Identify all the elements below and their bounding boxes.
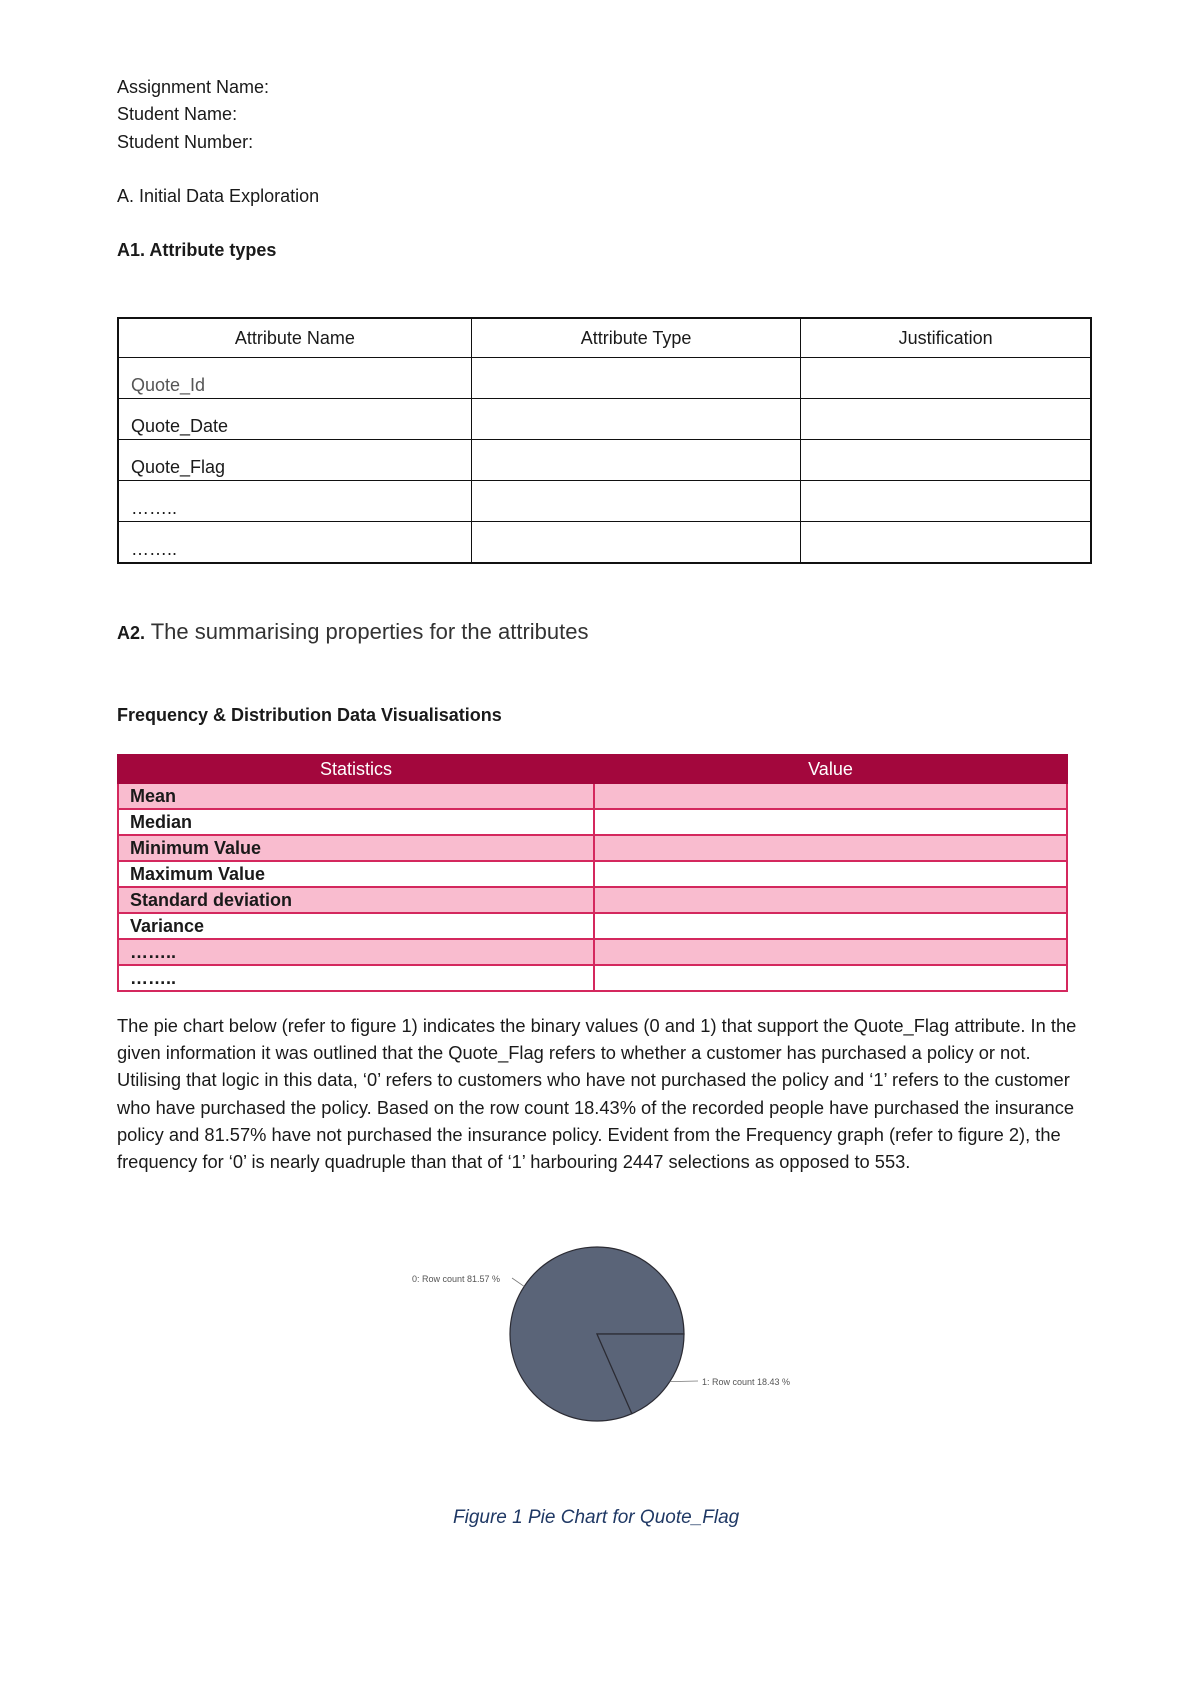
section-a-heading bbox=[117, 185, 319, 207]
attribute-type-cell bbox=[471, 522, 800, 564]
header-justification: Justification bbox=[801, 318, 1091, 358]
stat-value-cell bbox=[594, 965, 1067, 991]
stat-value-cell bbox=[594, 783, 1067, 809]
attribute-name-cell: Quote_Date bbox=[118, 399, 471, 440]
attribute-type-cell bbox=[471, 481, 800, 522]
figure-caption: Figure 1 Pie Chart for Quote_Flag bbox=[453, 1507, 740, 1528]
section-a-title: Initial Data Exploration bbox=[134, 186, 320, 206]
a2-title: The summarising properties for the attributes bbox=[145, 619, 589, 644]
stat-label: Variance bbox=[118, 913, 594, 939]
pie-label-0: 0: Row count 81.57 % bbox=[412, 1274, 501, 1284]
stat-value-cell bbox=[594, 835, 1067, 861]
stat-label: …….. bbox=[118, 939, 594, 965]
stat-value-cell bbox=[594, 887, 1067, 913]
statistics-table bbox=[117, 754, 1068, 992]
a2-prefix: A2. bbox=[117, 623, 146, 643]
stats-header-row bbox=[118, 755, 1067, 783]
table-row bbox=[118, 522, 1091, 564]
table-row bbox=[118, 939, 1067, 965]
assignment-name-label: Assignment Name: bbox=[117, 77, 270, 97]
justification-cell bbox=[801, 440, 1091, 481]
table-row bbox=[118, 358, 1091, 399]
pie-label-1: 1: Row count 18.43 % bbox=[702, 1377, 791, 1387]
stat-label: …….. bbox=[118, 965, 594, 991]
header-attribute-name: Attribute Name bbox=[118, 318, 471, 358]
pie-leader-line-1 bbox=[670, 1381, 698, 1382]
stat-label: Median bbox=[118, 809, 594, 835]
stat-label: Minimum Value bbox=[118, 835, 594, 861]
pie-slices bbox=[510, 1247, 684, 1421]
attribute-name-cell: …….. bbox=[118, 522, 471, 564]
table-row bbox=[118, 809, 1067, 835]
table-row bbox=[118, 861, 1067, 887]
attribute-type-cell bbox=[471, 358, 800, 399]
student-name-label: Student Name: bbox=[117, 104, 238, 124]
stat-label: Maximum Value bbox=[118, 861, 594, 887]
stat-value-cell bbox=[594, 939, 1067, 965]
table-row bbox=[118, 965, 1067, 991]
table-row bbox=[118, 399, 1091, 440]
section-a-prefix: A. bbox=[117, 186, 135, 206]
a1-heading: A1. Attribute types bbox=[117, 240, 277, 260]
header-attribute-type: Attribute Type bbox=[471, 318, 800, 358]
stat-value-cell bbox=[594, 861, 1067, 887]
pie-leader-line-0 bbox=[512, 1278, 524, 1286]
frequency-heading: Frequency & Distribution Data Visualisations bbox=[117, 705, 502, 725]
stat-label: Mean bbox=[118, 783, 594, 809]
stat-value-cell bbox=[594, 809, 1067, 835]
attribute-type-cell bbox=[471, 440, 800, 481]
table-row bbox=[118, 887, 1067, 913]
header-statistics: Statistics bbox=[118, 755, 594, 783]
table-row bbox=[118, 783, 1067, 809]
table-row bbox=[118, 440, 1091, 481]
table-row bbox=[118, 913, 1067, 939]
header-value: Value bbox=[594, 755, 1067, 783]
a2-heading bbox=[117, 618, 588, 647]
pie-chart bbox=[407, 1240, 827, 1440]
justification-cell bbox=[801, 399, 1091, 440]
table-row bbox=[118, 835, 1067, 861]
attribute-name-cell: Quote_Flag bbox=[118, 440, 471, 481]
attribute-table bbox=[117, 317, 1092, 564]
attribute-name-cell: Quote_Id bbox=[118, 358, 471, 399]
attribute-name-cell: …….. bbox=[118, 481, 471, 522]
stat-value-cell bbox=[594, 913, 1067, 939]
body-paragraph: The pie chart below (refer to figure 1) indicates the binary values (0 and 1) that support the Quote_Flag attribute. In the given information it was outlined that the Quote_Flag refers to whether a customer has purchased a policy or not. Utilising that logic in this data, ‘0’ refers to customers who have not purchased the policy and ‘1’ refers to the customer who have purchased the policy. Based on the row count 18.43% of the recorded people have purchased the insurance policy and 81.57% have not purchased the insurance policy. Evident from the Frequency graph (refer to figure 2), the frequency for ‘0’ is nearly quadruple than that of ‘1’ harbouring 2447 selections as opposed to 553. bbox=[117, 1015, 1077, 1173]
attribute-type-cell bbox=[471, 399, 800, 440]
justification-cell bbox=[801, 358, 1091, 399]
stat-label: Standard deviation bbox=[118, 887, 594, 913]
table-header-row bbox=[118, 318, 1091, 358]
justification-cell bbox=[801, 481, 1091, 522]
student-number-label: Student Number: bbox=[117, 132, 254, 152]
table-row bbox=[118, 481, 1091, 522]
justification-cell bbox=[801, 522, 1091, 564]
